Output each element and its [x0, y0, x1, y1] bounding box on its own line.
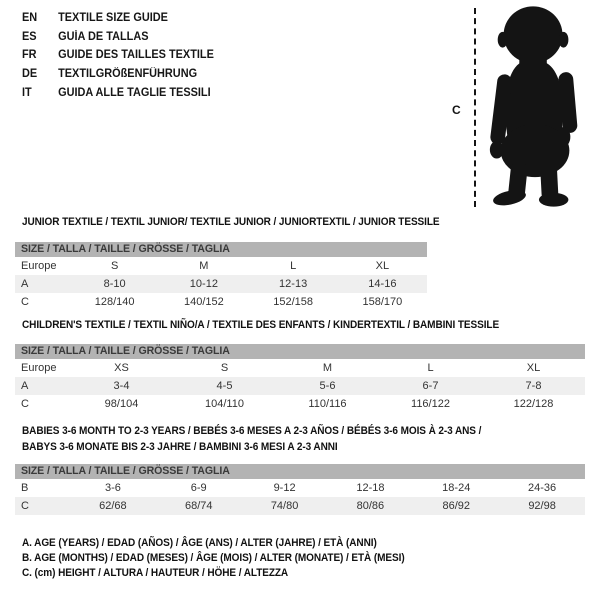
- table-header-bar: SIZE / TALLA / TAILLE / GRÖSSE / TAGLIA: [15, 242, 427, 257]
- size-cell: XS: [114, 362, 129, 374]
- language-label: GUIDE DES TAILLES TEXTILE: [58, 49, 214, 62]
- size-cell: 8-10: [103, 278, 126, 290]
- size-cell: 12-13: [279, 278, 308, 290]
- language-code: EN: [22, 12, 38, 25]
- row-label: C: [21, 500, 29, 512]
- row-label: Europe: [21, 362, 57, 374]
- language-list: [22, 9, 224, 102]
- size-cell: L: [290, 260, 297, 272]
- size-cell: 110/116: [308, 398, 347, 410]
- size-cell: M: [322, 362, 333, 374]
- junior-size-table: [15, 242, 427, 311]
- size-cell: 4-5: [216, 380, 233, 392]
- size-cell: 14-16: [368, 278, 397, 290]
- size-cell: 122/128: [513, 398, 554, 410]
- row-label: C: [21, 296, 29, 308]
- section-title-babies-line1: BABIES 3-6 MONTH TO 2-3 YEARS / BEBÉS 3-6 MESES A 2-3 AÑOS / BÉBÉS 3-6 MOIS À 2-3 ANS /: [22, 425, 482, 437]
- section-title-junior: JUNIOR TEXTILE / TEXTIL JUNIOR/ TEXTILE JUNIOR / JUNIORTEXTIL / JUNIOR TESSILE: [22, 216, 440, 228]
- language-label: TEXTILGRÖßENFÜHRUNG: [58, 68, 198, 81]
- size-cell: 5-6: [319, 380, 336, 392]
- table-row-height: [15, 395, 585, 413]
- table-row-height: [15, 497, 585, 515]
- table-row-europe: [15, 359, 585, 377]
- language-code: DE: [22, 68, 38, 81]
- language-row-en: [22, 9, 214, 28]
- row-label: C: [21, 398, 29, 410]
- size-cell: 128/140: [94, 296, 135, 308]
- footnote-age-months: B. AGE (MONTHS) / EDAD (MESES) / ÂGE (MOIS) / ALTER (MONATE) / ETÀ (MESI): [22, 552, 405, 564]
- row-label: B: [21, 482, 29, 494]
- table-row-age: [15, 275, 427, 293]
- size-cell: 3-4: [113, 380, 130, 392]
- size-cell: S: [220, 362, 229, 374]
- table-row-europe: [15, 257, 427, 275]
- size-cell: 24-36: [528, 482, 557, 494]
- table-row-height: [15, 293, 427, 311]
- size-cell: 7-8: [525, 380, 542, 392]
- size-cell: 152/158: [273, 296, 313, 308]
- row-label: A: [21, 278, 29, 290]
- height-measure-label: C: [452, 103, 461, 117]
- babies-size-table: [15, 464, 585, 515]
- table-header-bar: SIZE / TALLA / TAILLE / GRÖSSE / TAGLIA: [15, 464, 585, 479]
- language-row-de: [22, 65, 214, 84]
- language-label: GUÍA DE TALLAS: [58, 30, 149, 43]
- language-label: GUIDA ALLE TAGLIE TESSILI: [58, 86, 211, 99]
- size-cell: 116/122: [411, 398, 450, 410]
- size-cell: 62/68: [99, 500, 127, 512]
- size-cell: XL: [375, 260, 390, 272]
- size-cell: 74/80: [270, 500, 299, 512]
- size-cell: 10-12: [189, 278, 218, 290]
- row-label: A: [21, 380, 29, 392]
- language-code: FR: [22, 49, 37, 62]
- section-title-children: CHILDREN'S TEXTILE / TEXTIL NIÑO/A / TEXTILE DES ENFANTS / KINDERTEXTIL / BAMBINI TESSILE: [22, 319, 500, 331]
- size-cell: 9-12: [273, 482, 296, 494]
- size-cell: 18-24: [442, 482, 471, 494]
- footnote-height: C. (cm) HEIGHT / ALTURA / HAUTEUR / HÖHE / ALTEZZA: [22, 567, 289, 579]
- size-cell: 104/110: [205, 398, 244, 410]
- size-cell: 92/98: [528, 500, 556, 512]
- language-code: IT: [22, 86, 32, 99]
- size-cell: 140/152: [183, 296, 224, 308]
- size-cell: 6-9: [190, 482, 207, 494]
- language-row-fr: [22, 46, 214, 65]
- table-row-age-months: [15, 479, 585, 497]
- section-title-babies-line2: BABYS 3-6 MONATE BIS 2-3 JAHRE / BAMBINI 3-6 MESI A 2-3 ANNI: [22, 441, 338, 453]
- size-cell: 80/86: [356, 500, 385, 512]
- size-cell: 86/92: [442, 500, 470, 512]
- height-measure-dashed-line: [474, 8, 476, 207]
- children-size-table: [15, 344, 585, 413]
- footnote-age-years: A. AGE (YEARS) / EDAD (AÑOS) / ÂGE (ANS) / ALTER (JAHRE) / ETÀ (ANNI): [22, 537, 377, 549]
- size-cell: XL: [526, 362, 541, 374]
- language-row-it: [22, 83, 214, 102]
- size-cell: 3-6: [104, 482, 121, 494]
- language-row-es: [22, 28, 214, 47]
- row-label: Europe: [21, 260, 57, 272]
- size-cell: S: [110, 260, 119, 272]
- size-cell: 12-18: [356, 482, 385, 494]
- size-cell: 158/170: [362, 296, 403, 308]
- size-cell: 6-7: [422, 380, 439, 392]
- language-code: ES: [22, 30, 37, 43]
- table-header-bar: SIZE / TALLA / TAILLE / GRÖSSE / TAGLIA: [15, 344, 585, 359]
- size-cell: M: [199, 260, 209, 272]
- language-label: TEXTILE SIZE GUIDE: [58, 12, 168, 25]
- toddler-silhouette-icon: [482, 5, 590, 207]
- size-cell: 98/104: [104, 398, 139, 410]
- size-cell: 68/74: [184, 500, 213, 512]
- size-cell: L: [427, 362, 434, 374]
- table-row-age: [15, 377, 585, 395]
